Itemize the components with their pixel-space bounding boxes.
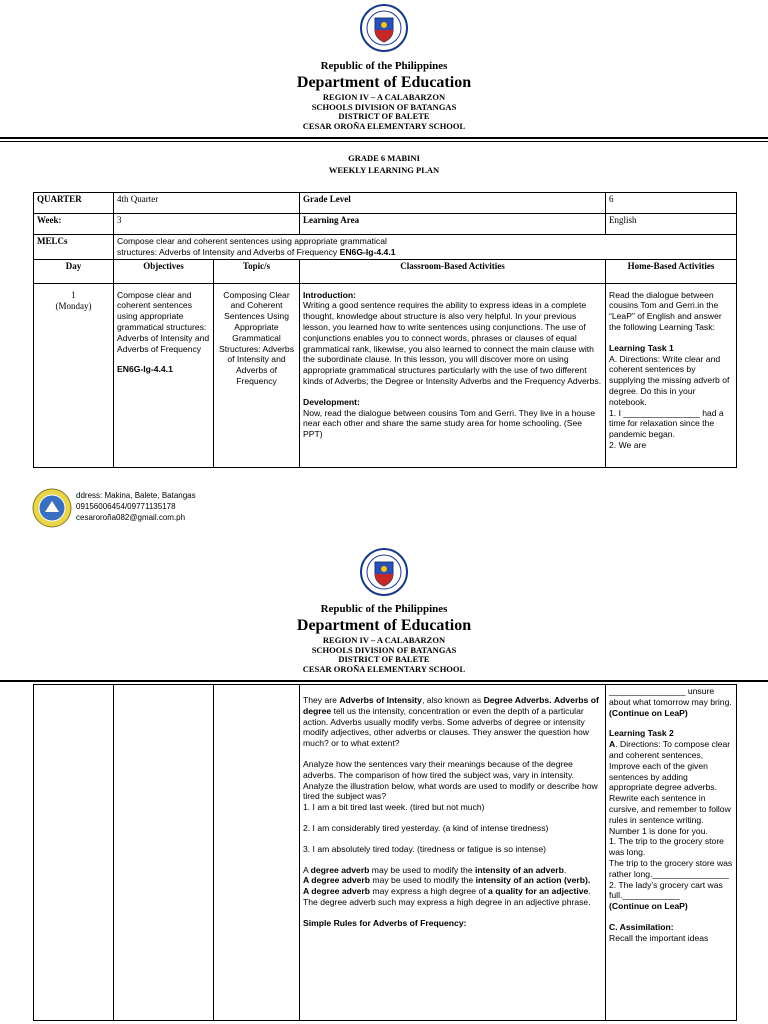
analyze-paragraph: Analyze how the sentences vary their meanings because of the degree adverbs. The comparison of how tired the subject was, vary in intensity. Analyze the illustration below, what words are used to modify or describe how tired the subject was? (303, 758, 598, 802)
day-number: 1 (71, 289, 76, 300)
footer (32, 484, 332, 534)
example-1: 1. I am a bit tired last week. (tired but not much) (303, 802, 485, 813)
example-2: 2. I am considerably tired yesterday. (a kind of intense tiredness) (303, 822, 549, 833)
rule-1: A degree adverb may be used to modify the intensity of an adverb. (303, 864, 567, 875)
region-text: REGION IV – A CALABARZON (322, 635, 446, 645)
continue-on-leap-2: (Continue on LeaP) (609, 901, 688, 912)
week-value: 3 (114, 214, 300, 235)
assimilation-text: Recall the important ideas (609, 932, 709, 943)
deped-seal-icon (360, 4, 408, 52)
task2-item1-answer: The trip to the grocery store was rather long.________________ (609, 857, 733, 879)
task2-item1: 1. The trip to the grocery store was long. (609, 836, 724, 858)
home-cell (606, 283, 737, 467)
school-logo-icon (32, 488, 72, 528)
intro-heading: Introduction: (303, 289, 356, 300)
degree-adverbs-term: Degree Adverbs. (483, 695, 552, 705)
development-text: Now, read the dialogue between cousins Tom and Gerri. They live in a house near each other and share the same study area for home schooling. (See PPT) (303, 407, 596, 440)
adverbs-of-intensity-term: Adverbs of Intensity (339, 695, 422, 705)
learning-plan-table (33, 192, 737, 468)
header-divider (0, 680, 768, 682)
col-home: Home-Based Activities (606, 259, 737, 283)
quarter-label: QUARTER (34, 193, 114, 214)
department-title: Department of Education (296, 617, 472, 634)
day-cell-empty (34, 685, 114, 1021)
assimilation-heading: C. Assimilation: (609, 921, 674, 932)
task2-text: A. Directions: To compose clear and coherent sentences, Improve each of the given sentences by adding appropriate degree adverbs. Rewrite each sentence in cursive, and remember to follow rules in sentence writing. Number 1 is done for you. (609, 739, 731, 836)
week-label: Week: (34, 214, 114, 235)
melcs-line2: structures: Adverbs of Intensity and Adverbs of Frequency (117, 246, 338, 257)
plan-title: WEEKLY LEARNING PLAN (328, 165, 440, 175)
quarter-value: 4th Quarter (114, 193, 300, 214)
school-name: CESAR OROÑA ELEMENTARY SCHOOL (302, 120, 466, 131)
task2-heading: Learning Task 2 (609, 728, 674, 739)
col-classroom: Classroom-Based Activities (300, 259, 606, 283)
school-name: CESAR OROÑA ELEMENTARY SCHOOL (302, 663, 466, 674)
objectives-code: EN6G-Ig-4.4.1 (117, 364, 173, 375)
melcs-code: EN6G-Ig-4.4.1 (339, 246, 396, 257)
intro-text: Writing a good sentence requires the ability to express ideas in a complete thought, knowledge about structure is also very helpful. In your previous lesson, you learned how to write sentences using conjunctions. The use of conjunctions enables you to connect words, phrases or clauses of equal grammatical rank, likewise, you also learned to connect the main clause with the subordinate clause. In this lesson, you will discover more on using appropriate grammatical structures particularly with the use of two different kinds of Adverbs; the Degree or Intensity Adverbs and the Frequency Adverbs. (303, 300, 602, 386)
day-name: (Monday) (55, 300, 92, 311)
melcs-label: MELCs (34, 235, 114, 260)
learning-area-value: English (606, 214, 737, 235)
objectives-text: Compose clear and coherent sentences using appropriate grammatical structures: Adverbs of Intensity and Adverbs of Frequency (117, 289, 210, 354)
footer-address: ddress: Makina, Balete, Batangas (76, 491, 196, 500)
topic-cell: Composing Clear and Coherent Sentences Using Appropriate Grammatical Structures: Adverbs of Intensity and Adverbs of Frequency (214, 283, 300, 467)
plan-grade: GRADE 6 MABINI (348, 153, 420, 163)
division-text: SCHOOLS DIVISION OF BATANGAS (311, 644, 457, 655)
division-text: SCHOOLS DIVISION OF BATANGAS (311, 101, 457, 112)
footer-email: cesaroroña082@gmail.com.ph (76, 513, 186, 522)
classroom-cell-continued (300, 685, 606, 1021)
melcs-line1: Compose clear and coherent sentences using appropriate grammatical (117, 236, 387, 246)
footer-phone: 09156006454/09771135178 (76, 502, 176, 511)
learning-plan-table-continued (33, 684, 737, 1021)
melcs-value (114, 235, 737, 260)
home-top-text: ________________ unsure about what tomorrow may bring. (609, 686, 732, 707)
intensity-paragraph: They are Adverbs of Intensity, also known as Degree Adverbs. Adverbs of degree tell us the intensity, concentration or even the depth of a particular action. Adverbs usually modify verbs. Some adverbs of degree or intensity modify adjectives, other adverbs or clauses. They answer the question how much? or to what extent? (303, 695, 599, 749)
col-day: Day (34, 259, 114, 283)
rule-2: A degree adverb may be used to modify the intensity of an action (verb). (303, 875, 591, 886)
continue-on-leap-1: (Continue on LeaP) (609, 707, 688, 718)
example-3: 3. I am absolutely tired today. (tiredness or fatigue is so intense) (303, 843, 546, 854)
objectives-cell-empty (114, 685, 214, 1021)
task1-text: A. Directions: Write clear and coherent sentences by supplying the missing adverb of degree. Do this in your notebook. (609, 353, 730, 407)
learning-area-label: Learning Area (300, 214, 606, 235)
classroom-cell (300, 283, 606, 467)
day-cell (34, 283, 114, 467)
home-text: Read the dialogue between cousins Tom and Gerri.in the “LeaP” of English and answer the following Learning Task: (609, 289, 722, 332)
rules-heading: Simple Rules for Adverbs of Frequency: (303, 917, 467, 928)
header-divider (0, 137, 768, 139)
department-title: Department of Education (296, 74, 472, 91)
development-heading: Development: (303, 396, 360, 407)
topic-cell-empty (214, 685, 300, 1021)
col-topics: Topic/s (214, 259, 300, 283)
task1-item1: 1. I ________________ had a time for relaxation since the pandemic began. (609, 407, 724, 440)
grade-level-label: Grade Level (300, 193, 606, 214)
objectives-cell (114, 283, 214, 467)
col-objectives: Objectives (114, 259, 214, 283)
deped-seal-icon (360, 548, 408, 596)
district-text: DISTRICT OF BALETE (338, 111, 430, 121)
rule-3: A degree adverb may express a high degree of a quality for an adjective. The degree adverb such may express a high degree in an adjective phrase. (303, 886, 591, 907)
home-cell-continued (606, 685, 737, 1021)
task2-item2: 2. The lady’s grocery cart was full.____________ (609, 879, 723, 901)
region-text: REGION IV – A CALABARZON (322, 92, 446, 102)
republic-text: Republic of the Philippines (320, 60, 448, 72)
task1-heading: Learning Task 1 (609, 342, 674, 353)
header-divider-thin (0, 141, 768, 142)
task1-item2: 2. We are (609, 439, 647, 450)
republic-text: Republic of the Philippines (320, 603, 448, 615)
district-text: DISTRICT OF BALETE (338, 654, 430, 664)
grade-level-value: 6 (606, 193, 737, 214)
